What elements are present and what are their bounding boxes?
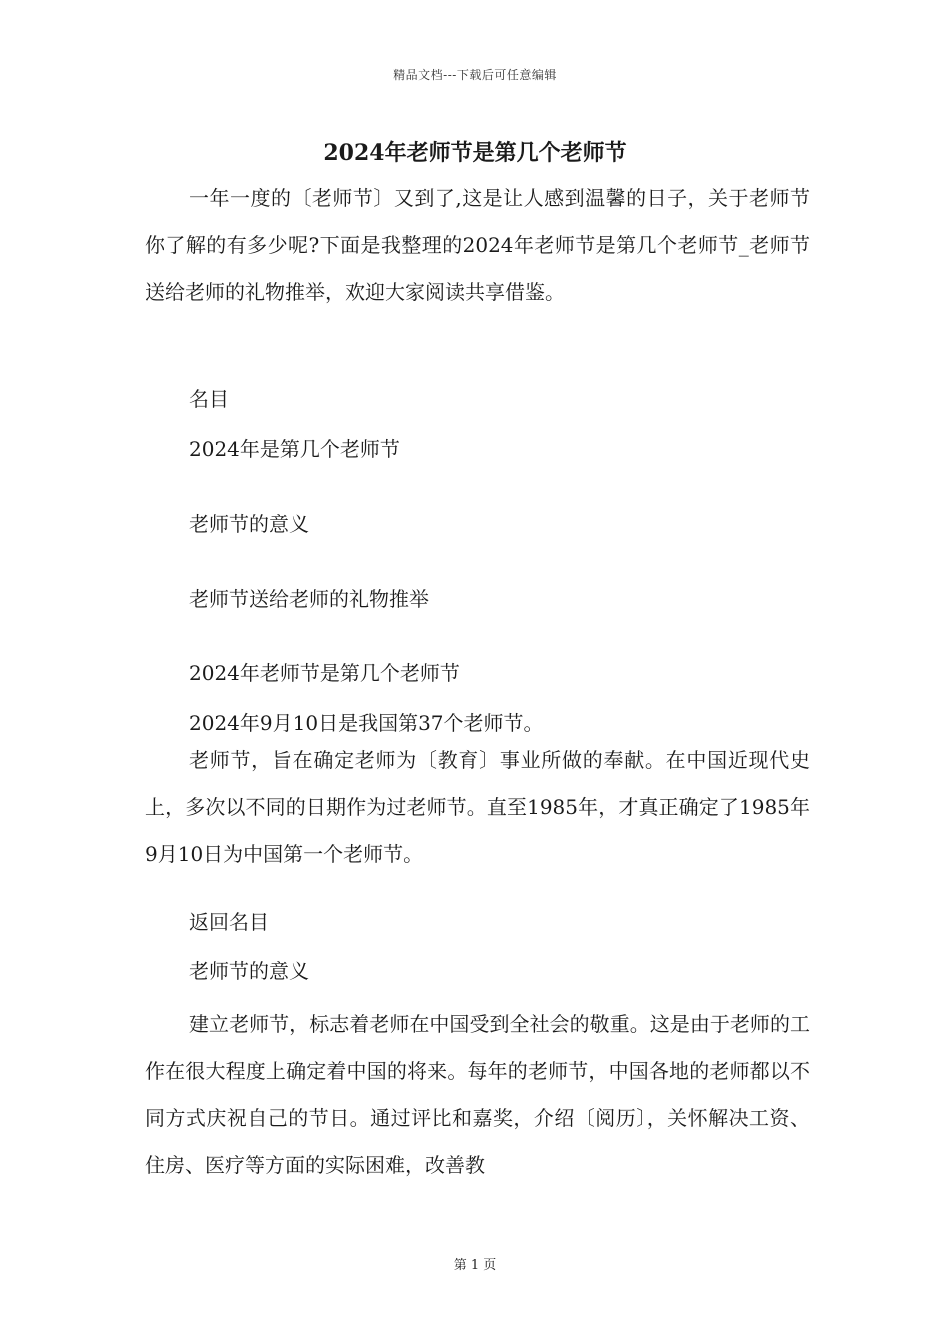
section1-heading: 2024年老师节是第几个老师节 [189,661,460,685]
toc-label: 名目 [189,387,229,411]
section1-line: 2024年9月10日是我国第37个老师节。 [189,711,544,735]
toc-item-1[interactable]: 2024年是第几个老师节 [189,437,400,461]
section2-paragraph: 建立老师节，标志着老师在中国受到全社会的敬重。这是由于老师的工作在很大程度上确定着中国的将来。每年的老师节，中国各地的老师都以不同方式庆祝自己的节日。通过评比和嘉奖，介绍〔阅历〕，关怀解决工资、住房、医疗等方面的实际困难，改善教 [145,1012,810,1177]
toc-item-3[interactable]: 老师节送给老师的礼物推举 [189,587,429,611]
intro-paragraph: 一年一度的〔老师节〕又到了,这是让人感到温馨的日子，关于老师节你了解的有多少呢?下面是我整理的2024年老师节是第几个老师节_老师节送给老师的礼物推举，欢迎大家阅读共享借鉴。 [145,186,810,304]
section2-heading: 老师节的意义 [189,959,309,983]
toc-item-2[interactable]: 老师节的意义 [189,512,309,536]
section1-paragraph: 老师节，旨在确定老师为〔教育〕事业所做的奉献。在中国近现代史上，多次以不同的日期作为过老师节。直至1985年，才真正确定了1985年9月10日为中国第一个老师节。 [145,748,810,866]
back-to-toc-link[interactable]: 返回名目 [189,910,269,934]
document-title: 2024年老师节是第几个老师节 [323,140,627,166]
page-number: 第 1 页 [453,1258,497,1273]
header-note: 精品文档---下载后可任意编辑 [393,68,557,82]
